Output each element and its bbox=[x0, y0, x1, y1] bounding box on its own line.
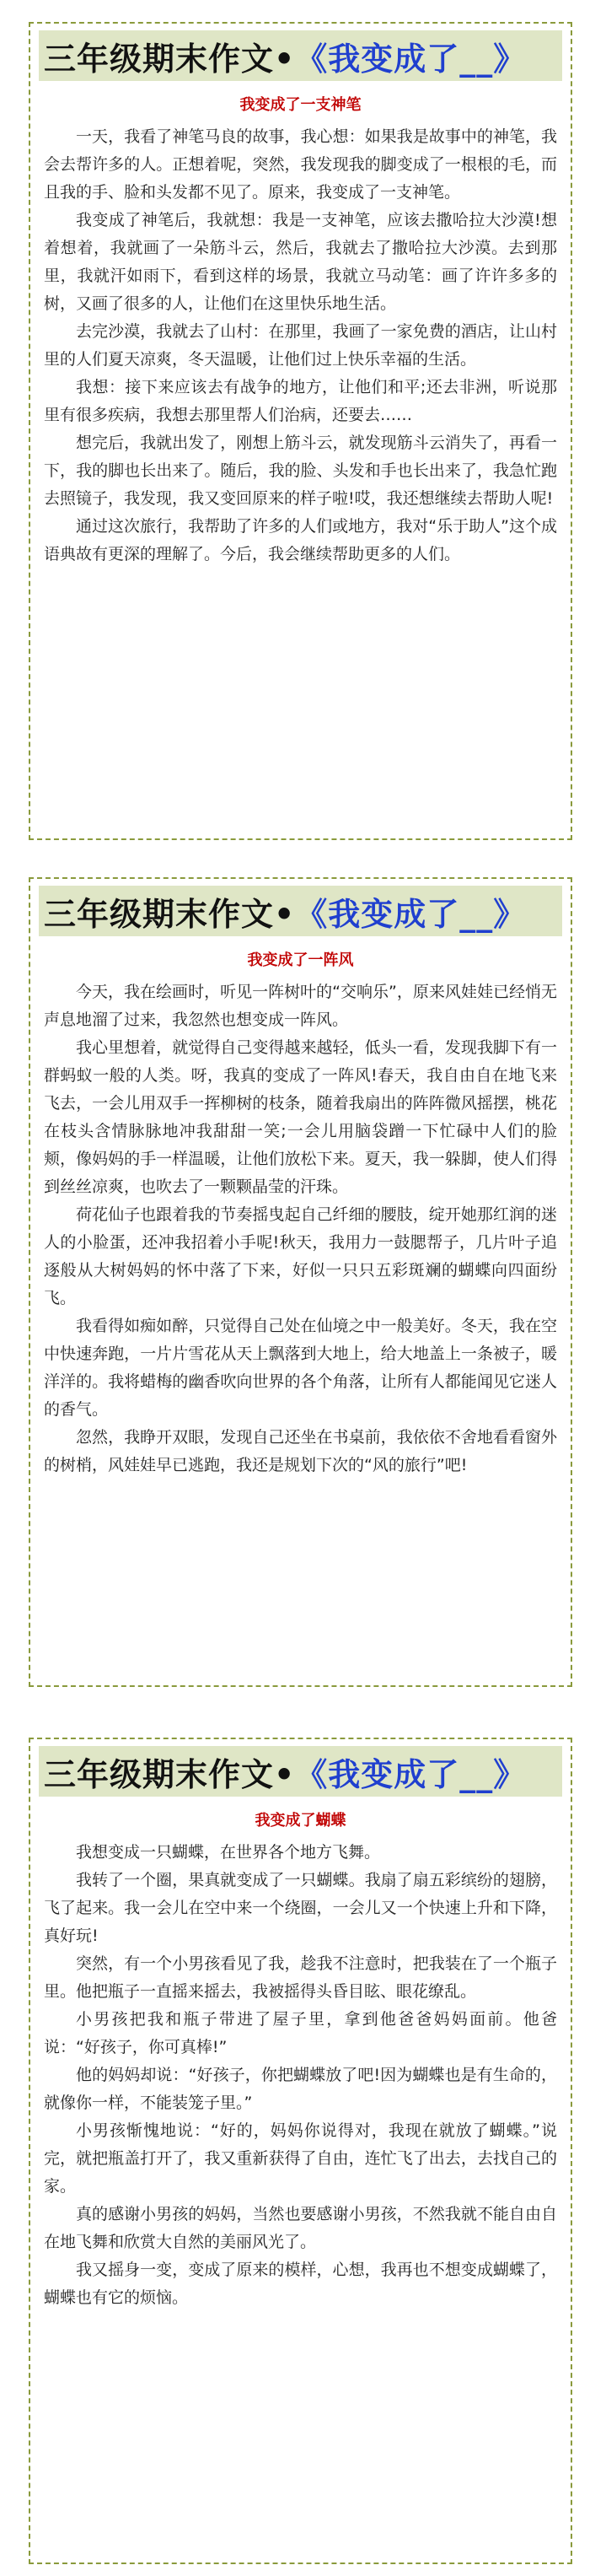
essay-header bbox=[39, 1746, 562, 1797]
essay-card-3 bbox=[29, 1738, 572, 2564]
essay-paragraph: 一天，我看了神笔马良的故事，我心想：如果我是故事中的神笔，我会去帮许多的人。正想着呢，突然，我发现我的脚变成了一根根的毛，而且我的手、脸和头发都不见了。原来，我变成了一支神笔。 bbox=[44, 127, 557, 202]
header-title: 《我变成了__》 bbox=[295, 895, 527, 933]
header-title: 《我变成了__》 bbox=[295, 1755, 527, 1793]
essay-paragraph: 我心里想着，就觉得自己变得越来越轻，低头一看，发现我脚下有一群蚂蚁一般的人类。呀，我真的变成了一阵风!春天，我自由自在地飞来飞去，一会儿用双手一挥柳树的枝条，随着我扇出的阵阵微风摇摆，桃花在枝头含情脉脉地冲我甜甜一笑;一会儿用脑袋蹭一下忙碌中人们的脸颊，像妈妈的手一样温暖，让他们放松下来。夏天，我一躲脚，使人们得到丝丝凉爽，也吹去了一颗颗晶莹的汗珠。 bbox=[44, 1038, 557, 1196]
header-prefix: 三年级期末作文• bbox=[44, 40, 296, 78]
essay-subtitle: 我变成了一支神笔 bbox=[239, 96, 362, 114]
essay-paragraph: 我转了一个圈，果真就变成了一只蝴蝶。我扇了扇五彩缤纷的翅膀，飞了起来。我一会儿在空中来一个绕圈，一会儿又一个快速上升和下降，真好玩! bbox=[44, 1871, 557, 1945]
essay-paragraph: 我想：接下来应该去有战争的地方，让他们和平;还去非洲，听说那里有很多疾病，我想去那里帮人们治病，还要去…… bbox=[44, 378, 557, 424]
essay-paragraph: 小男孩惭愧地说：“好的，妈妈你说得对，我现在就放了蝴蝶。”说完，就把瓶盖打开了，我又重新获得了自由，连忙飞了出去，去找自己的家。 bbox=[44, 2121, 557, 2196]
essay-body bbox=[30, 978, 571, 1479]
essay-header bbox=[39, 886, 562, 936]
header-prefix: 三年级期末作文• bbox=[44, 895, 296, 933]
essay-paragraph: 我变成了神笔后，我就想：我是一支神笔，应该去撒哈拉大沙漠!想着想着，我就画了一朵筋斗云，然后，我就去了撒哈拉大沙漠。去到那里，我就汗如雨下，看到这样的场景，我就立马动笔：画了许许多多的树，又画了很多的人，让他们在这里快乐地生活。 bbox=[44, 211, 557, 313]
essay-paragraph: 通过这次旅行，我帮助了许多的人们或地方，我对“乐于助人”这个成语典故有更深的理解了。今后，我会继续帮助更多的人们。 bbox=[44, 517, 557, 563]
essay-paragraph: 荷花仙子也跟着我的节奏摇曳起自己纤细的腰肢，绽开她那红润的迷人的小脸蛋，还冲我招着小手呢!秋天，我用力一鼓腮帮子，几片叶子追逐般从大树妈妈的怀中落了下来，好似一只只五彩斑斓的蝴蝶向四面纷飞。 bbox=[44, 1205, 557, 1307]
essay-header bbox=[39, 30, 562, 81]
header-prefix: 三年级期末作文• bbox=[44, 1755, 296, 1793]
essay-paragraph: 想完后，我就出发了，刚想上筋斗云，就发现筋斗云消失了，再看一下，我的脚也长出来了。随后，我的脸、头发和手也长出来了，我急忙跑去照镜子，我发现，我又变回原来的样子啦!哎，我还想继续去帮助人呢! bbox=[44, 434, 557, 508]
essay-paragraph: 我想变成一只蝴蝶，在世界各个地方飞舞。 bbox=[76, 1843, 381, 1862]
essay-paragraph: 我又摇身一变，变成了原来的模样，心想，我再也不想变成蝴蝶了，蝴蝶也有它的烦恼。 bbox=[44, 2261, 557, 2307]
header-title: 《我变成了__》 bbox=[295, 40, 527, 78]
essay-paragraph: 去完沙漠，我就去了山村：在那里，我画了一家免费的酒店，让山村里的人们夏天凉爽，冬天温暖，让他们过上快乐幸福的生活。 bbox=[44, 322, 557, 369]
essay-subtitle: 我变成了蝴蝶 bbox=[255, 1812, 346, 1830]
essay-body bbox=[30, 123, 571, 569]
essay-paragraph: 突然，有一个小男孩看见了我，趁我不注意时，把我装在了一个瓶子里。他把瓶子一直摇来摇去，我被摇得头昏目眩、眼花缭乱。 bbox=[44, 1954, 557, 2001]
essay-card-2 bbox=[29, 877, 572, 1687]
essay-paragraph: 他的妈妈却说：“好孩子，你把蝴蝶放了吧!因为蝴蝶也是有生命的，就像你一样，不能装笼子里。” bbox=[44, 2066, 557, 2112]
essay-paragraph: 我看得如痴如醉，只觉得自己处在仙境之中一般美好。冬天，我在空中快速奔跑，一片片雪花从天上飘落到大地上，给大地盖上一条被子，暖洋洋的。我将蜡梅的幽香吹向世界的各个角落，让所有人都能闻见它迷人的香气。 bbox=[44, 1317, 557, 1419]
essay-subtitle: 我变成了一阵风 bbox=[247, 951, 354, 969]
essay-card-1 bbox=[29, 22, 572, 840]
essay-paragraph: 真的感谢小男孩的妈妈，当然也要感谢小男孩，不然我就不能自由自在地飞舞和欣赏大自然的美丽风光了。 bbox=[44, 2205, 557, 2251]
essay-paragraph: 忽然，我睁开双眼，发现自己还坐在书桌前，我依依不舍地看看窗外的树梢，风娃娃早已逃跑，我还是规划下次的“风的旅行”吧! bbox=[44, 1428, 557, 1474]
essay-body bbox=[30, 1839, 571, 2312]
essay-paragraph: 今天，我在绘画时，听见一阵树叶的“交响乐”，原来风娃娃已经悄无声息地溜了过来，我忽然也想变成一阵风。 bbox=[44, 983, 557, 1029]
essay-paragraph: 小男孩把我和瓶子带进了屋子里，拿到他爸爸妈妈面前。他爸说：“好孩子，你可真棒!” bbox=[44, 2010, 557, 2056]
